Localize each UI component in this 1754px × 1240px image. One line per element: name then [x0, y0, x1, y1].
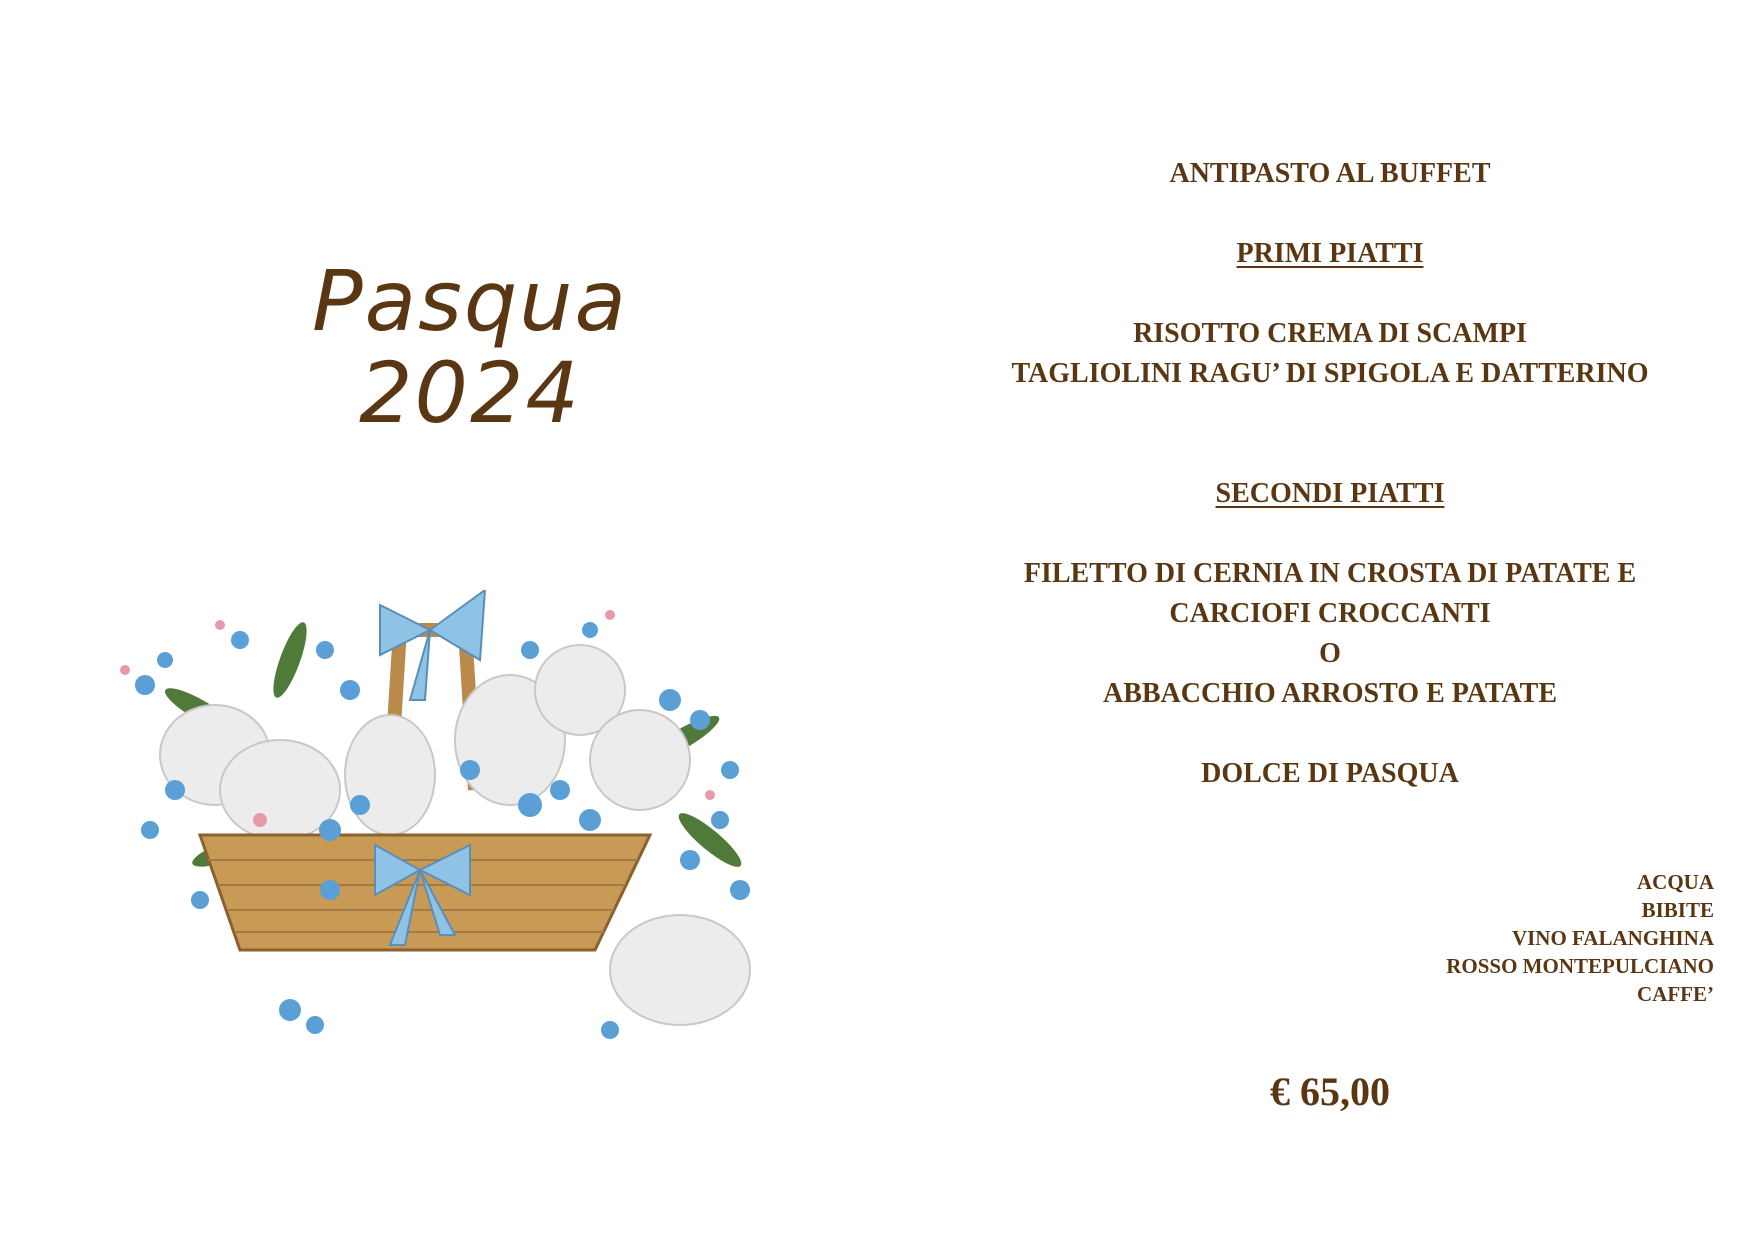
- drink-item: ACQUA: [1637, 870, 1714, 894]
- drink-item: VINO FALANGHINA: [1511, 926, 1714, 950]
- secondi-heading: [960, 474, 1700, 514]
- price: € 65,00: [1270, 1069, 1390, 1114]
- menu-item-abbacchio: ABBACCHIO ARROSTO E PATATE: [1102, 678, 1558, 709]
- drink-item: CAFFE’: [1637, 982, 1714, 1006]
- loose-egg: [610, 915, 750, 1025]
- drink-item: BIBITE: [1641, 898, 1714, 922]
- menu-item-risotto: RISOTTO CREMA DI SCAMPI: [1133, 318, 1527, 349]
- menu-item-tagliolini: TAGLIOLINI RAGU’ DI SPIGOLA E DATTERINO: [1011, 358, 1649, 389]
- menu-antipasto: ANTIPASTO AL BUFFET: [1169, 158, 1491, 189]
- drinks-list: [1294, 868, 1714, 1008]
- menu-or: O: [1319, 638, 1341, 669]
- easter-basket-illustration: [90, 590, 850, 1090]
- menu-dolce: DOLCE DI PASQUA: [1201, 758, 1459, 789]
- menu-item-cernia-line2: CARCIOFI CROCCANTI: [1169, 598, 1491, 629]
- primi-heading: [960, 234, 1700, 274]
- title-year: 2024: [359, 344, 581, 442]
- title-word: Pasqua: [312, 252, 628, 350]
- secondi-heading-text: SECONDI PIATTI: [1215, 478, 1445, 509]
- drink-item: ROSSO MONTEPULCIANO: [1446, 954, 1714, 978]
- menu-item-cernia-line1: FILETTO DI CERNIA IN CROSTA DI PATATE E: [1023, 558, 1637, 589]
- page-title: [230, 252, 710, 442]
- primi-heading-text: PRIMI PIATTI: [1236, 238, 1424, 269]
